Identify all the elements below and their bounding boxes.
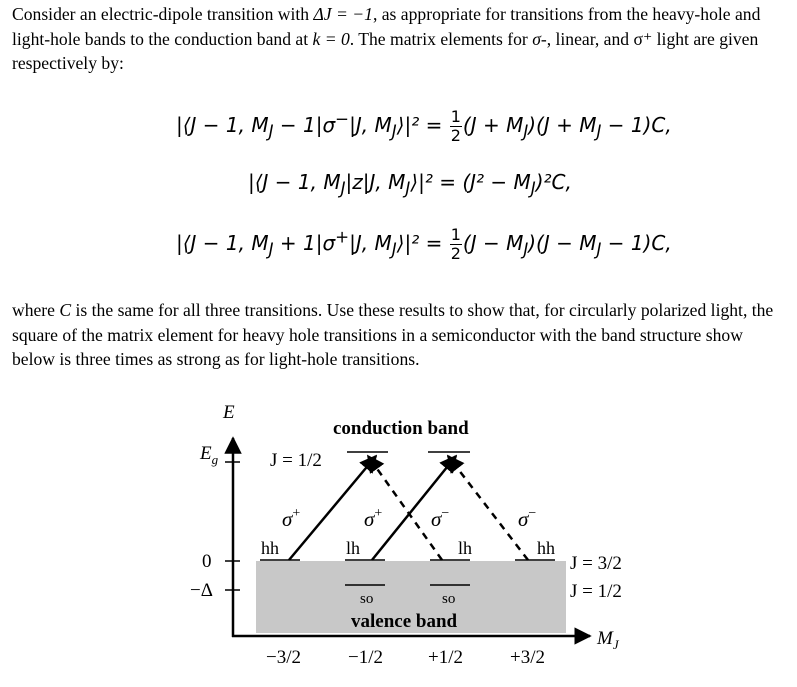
intro-text-2: , as appropriate for transitions from the heavy-hole and light-hole bands to the conduction band at xyxy=(12,4,761,49)
equation-sigma-plus: |⟨J − 1, $M_J + 1|\sigma^+|J$, $M_J⟩|^2$ = $\frac{1}{2}$ $(J - M_J)(J - M_J - 1)C$, xyxy=(176,225,672,263)
so-label-left: so xyxy=(360,591,374,607)
j-three-half-label: J = 3/2 xyxy=(570,553,622,574)
j-half-top-label: J = 1/2 xyxy=(270,450,322,471)
fraction-one-half: $\frac{1}{2}$ xyxy=(450,225,461,263)
lh-label-right: lh xyxy=(458,538,473,558)
mj-tick-label: +3/2 xyxy=(510,647,545,668)
minus-delta-label: −Δ xyxy=(190,580,213,601)
zero-label: 0 xyxy=(202,551,212,572)
intro-text-5: light are given respectively by: xyxy=(12,28,759,73)
equation-sigma-minus: |⟨J − 1, $M_J - 1|\sigma^-|J$, $M_J⟩|^2$ = $\frac{1}{2}$ $(J + M_J)(J + M_J - 1)C$, xyxy=(176,107,672,145)
intro-text-1: Consider an electric-dipole transition with xyxy=(12,4,314,24)
so-label-right: so xyxy=(442,591,456,607)
question-text-2: is the same for all three transitions. Use these results to show that, for circularly polarized light, the square of the matrix element for heavy hole transitions in a semiconductor with the band structure show below is three times as strong as for light-hole transitions. xyxy=(12,300,774,369)
valence-band-label: valence band xyxy=(351,611,458,632)
mj-tick-label: −3/2 xyxy=(266,647,301,668)
equation-linear: |⟨J − 1, $M_J|z|J$, $M_J⟩|^2 = (J^2 - M_J)^2C$, xyxy=(248,170,572,198)
sigma-minus-symbol: σ- xyxy=(532,28,547,49)
question-text-1: where xyxy=(12,300,60,320)
sigma-plus-label-2: σ+ xyxy=(364,506,383,531)
axis-label-e: E xyxy=(223,402,235,423)
sigma-minus-label-2: σ− xyxy=(518,506,537,531)
conduction-band-label: conduction band xyxy=(333,418,469,439)
c-symbol: C xyxy=(59,300,72,320)
j-half-bottom-label: J = 1/2 xyxy=(570,581,622,602)
sigma-plus-symbol: σ⁺ xyxy=(633,28,653,49)
eg-label: $E_g$ xyxy=(200,443,219,467)
k-zero-expression: k = 0 xyxy=(312,28,350,49)
mj-tick-label: +1/2 xyxy=(428,647,463,668)
sigma-plus-label-1: σ+ xyxy=(282,506,301,531)
intro-text-4: , linear, and xyxy=(546,28,634,49)
axis-label-mj: $M_J$ xyxy=(597,628,619,652)
hh-label-right: hh xyxy=(537,538,555,558)
fraction-one-half: $\frac{1}{2}$ xyxy=(450,107,461,145)
sigma-plus-arrow-hh xyxy=(289,456,376,560)
lh-label-left: lh xyxy=(346,538,361,558)
delta-j-expression: ΔJ = −1 xyxy=(313,4,373,24)
sigma-minus-label-1: σ− xyxy=(431,506,450,531)
hh-label-left: hh xyxy=(261,538,279,558)
mj-tick-label: −1/2 xyxy=(348,647,383,668)
intro-text-3: . The matrix elements for xyxy=(349,28,533,49)
